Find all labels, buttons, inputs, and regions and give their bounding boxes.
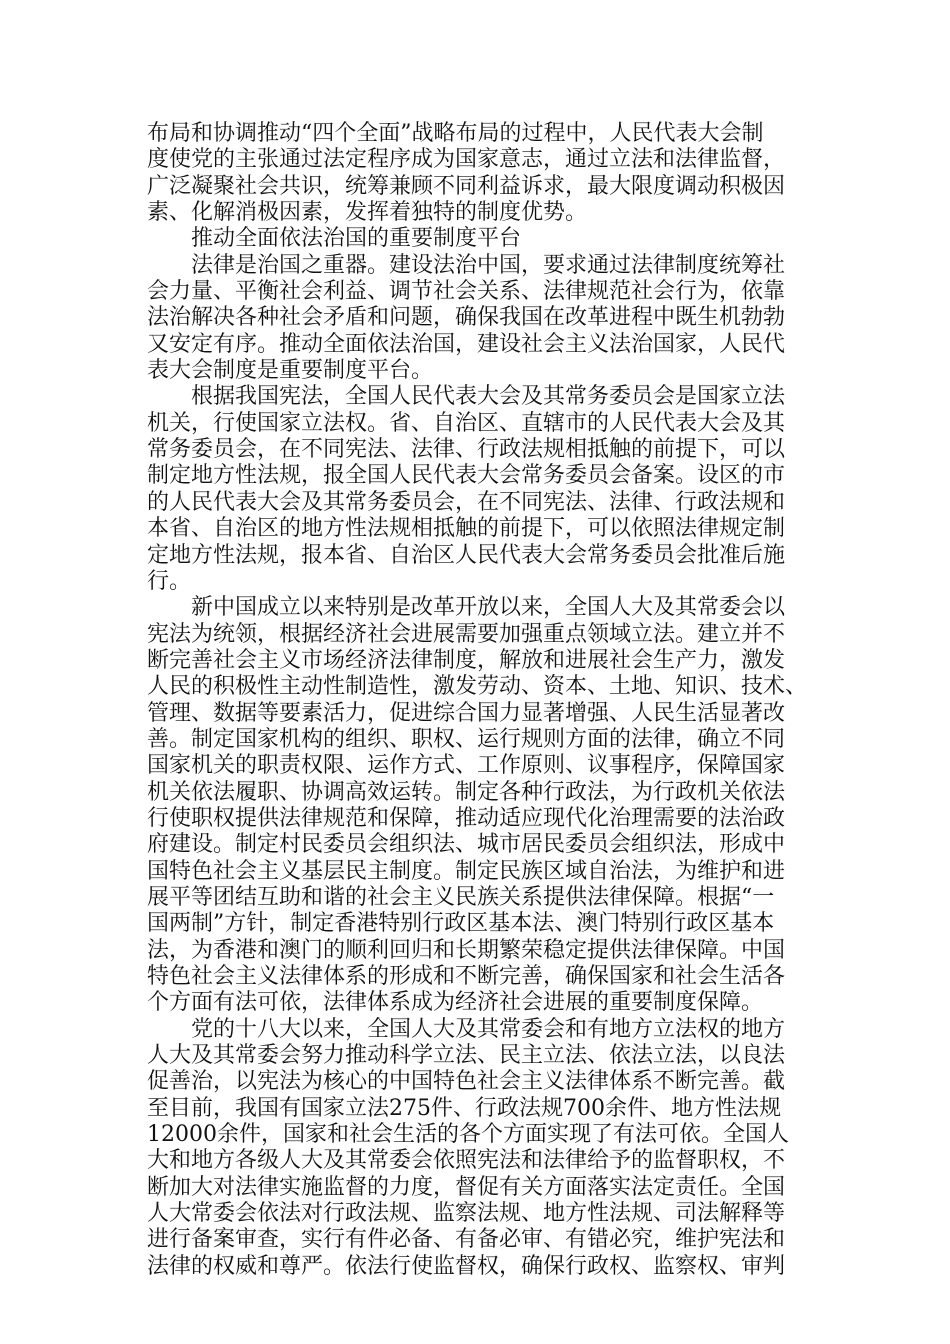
- text-line: 府建设。制定村民委员会组织法、城市居民委员会组织法，形成中: [147, 832, 786, 858]
- text-line: 善。制定国家机构的组织、职权、运行规则方面的法律，确立不同: [147, 726, 786, 752]
- body-text: [147, 121, 819, 1280]
- text-line: 特色社会主义法律体系的形成和不断完善，确保国家和社会生活各: [147, 964, 786, 989]
- text-line: 国两制”方针，制定香港特别行政区基本法、澳门特别行政区基本: [147, 911, 775, 937]
- text-line: 素、化解消极因素，发挥着独特的制度优势。: [147, 200, 588, 226]
- text-line: 进行备案审查，实行有件必备、有备必审、有错必究，维护宪法和: [147, 1227, 786, 1253]
- section-heading-text: 推动全面依法治国的重要制度平台: [191, 226, 522, 252]
- text-line: 展平等团结互助和谐的社会主义民族关系提供法律保障。根据“一: [147, 884, 775, 910]
- text-line: 法，为香港和澳门的顺利回归和长期繁荣稳定提供法律保障。中国: [147, 937, 786, 963]
- text-line: 促善治，以宪法为核心的中国特色社会主义法律体系不断完善。截: [147, 1069, 786, 1095]
- text-line: 党的十八大以来，全国人大及其常委会和有地方立法权的地方: [191, 1016, 786, 1042]
- text-line: 法治解决各种社会矛盾和问题，确保我国在改革进程中既生机勃勃: [147, 305, 786, 331]
- text-line: 常务委员会，在不同宪法、法律、行政法规相抵触的前提下，可以: [147, 437, 786, 463]
- text-line: 新中国成立以来特别是改革开放以来，全国人大及其常委会以: [191, 595, 786, 621]
- text-line: 本省、自治区的地方性法规相抵触的前提下，可以依照法律规定制: [147, 516, 786, 542]
- text-line: 国特色社会主义基层民主制度。制定民族区域自治法，为维护和进: [147, 858, 786, 884]
- text-line: 的人民代表大会及其常务委员会，在不同宪法、法律、行政法规和: [147, 489, 786, 515]
- text-line: 广泛凝聚社会共识，统筹兼顾不同利益诉求，最大限度调动积极因: [147, 173, 786, 199]
- text-line: 大和地方各级人大及其常委会依照宪法和法律给予的监督职权，不: [147, 1148, 786, 1174]
- text-line: 个方面有法可依，法律体系成为经济社会进展的重要制度保障。: [147, 990, 764, 1016]
- text-line: 宪法为统领，根据经济社会进展需要加强重点领域立法。建立并不: [147, 621, 786, 647]
- text-line: 管理、数据等要素活力，促进综合国力显著增强、人民生活显著改: [147, 700, 786, 726]
- text-line: 表大会制度是重要制度平台。: [147, 358, 434, 384]
- text-line: 12000余件，国家和社会生活的各个方面实现了有法可依。全国人: [147, 1122, 789, 1148]
- text-line: 行使职权提供法律规范和保障，推动适应现代化治理需要的法治政: [147, 805, 786, 831]
- text-line: 断加大对法律实施监督的力度，督促有关方面落实法定责任。全国: [147, 1174, 786, 1200]
- text-line: 人大常委会依法对行政法规、监察法规、地方性法规、司法解释等: [147, 1201, 786, 1227]
- text-line: 制定地方性法规，报全国人民代表大会常务委员会备案。设区的市: [147, 463, 786, 489]
- text-line: 法律是治国之重器。建设法治中国，要求通过法律制度统筹社: [191, 252, 786, 278]
- paragraph: [147, 384, 819, 595]
- paragraph: [147, 253, 819, 385]
- text-line: 人民的积极性主动性制造性，激发劳动、资本、土地、知识、技术、: [147, 674, 808, 700]
- paragraph: [147, 595, 819, 1017]
- text-line: 根据我国宪法，全国人民代表大会及其常务委员会是国家立法: [191, 384, 786, 410]
- section-heading: [147, 226, 819, 252]
- text-line: 机关依法履职、协调高效运转。制定各种行政法，为行政机关依法: [147, 779, 786, 805]
- text-line: 至目前，我国有国家立法275件、行政法规700余件、地方性法规: [147, 1095, 781, 1121]
- text-line: 法律的权威和尊严。依法行使监督权，确保行政权、监察权、审判: [147, 1253, 786, 1279]
- text-line: 国家机关的职责权限、运作方式、工作原则、议事程序，保障国家: [147, 753, 786, 779]
- text-line: 人大及其常委会努力推动科学立法、民主立法、依法立法，以良法: [147, 1043, 786, 1069]
- text-line: 定地方性法规，报本省、自治区人民代表大会常务委员会批准后施: [147, 542, 786, 568]
- text-line: 机关，行使国家立法权。省、自治区、直辖市的人民代表大会及其: [147, 410, 786, 436]
- paragraph: [147, 121, 819, 226]
- text-line: 会力量、平衡社会利益、调节社会关系、法律规范社会行为，依靠: [147, 279, 786, 305]
- text-line: 行。: [147, 568, 192, 594]
- paragraph: [147, 1017, 819, 1280]
- text-line: 又安定有序。推动全面依法治国，建设社会主义法治国家，人民代: [147, 331, 786, 357]
- text-line: 断完善社会主义市场经济法律制度，解放和进展社会生产力，激发: [147, 647, 786, 673]
- text-line: 度使党的主张通过法定程序成为国家意志，通过立法和法律监督，: [147, 147, 786, 173]
- text-line: 布局和协调推动“四个全面”战略布局的过程中，人民代表大会制: [147, 121, 764, 146]
